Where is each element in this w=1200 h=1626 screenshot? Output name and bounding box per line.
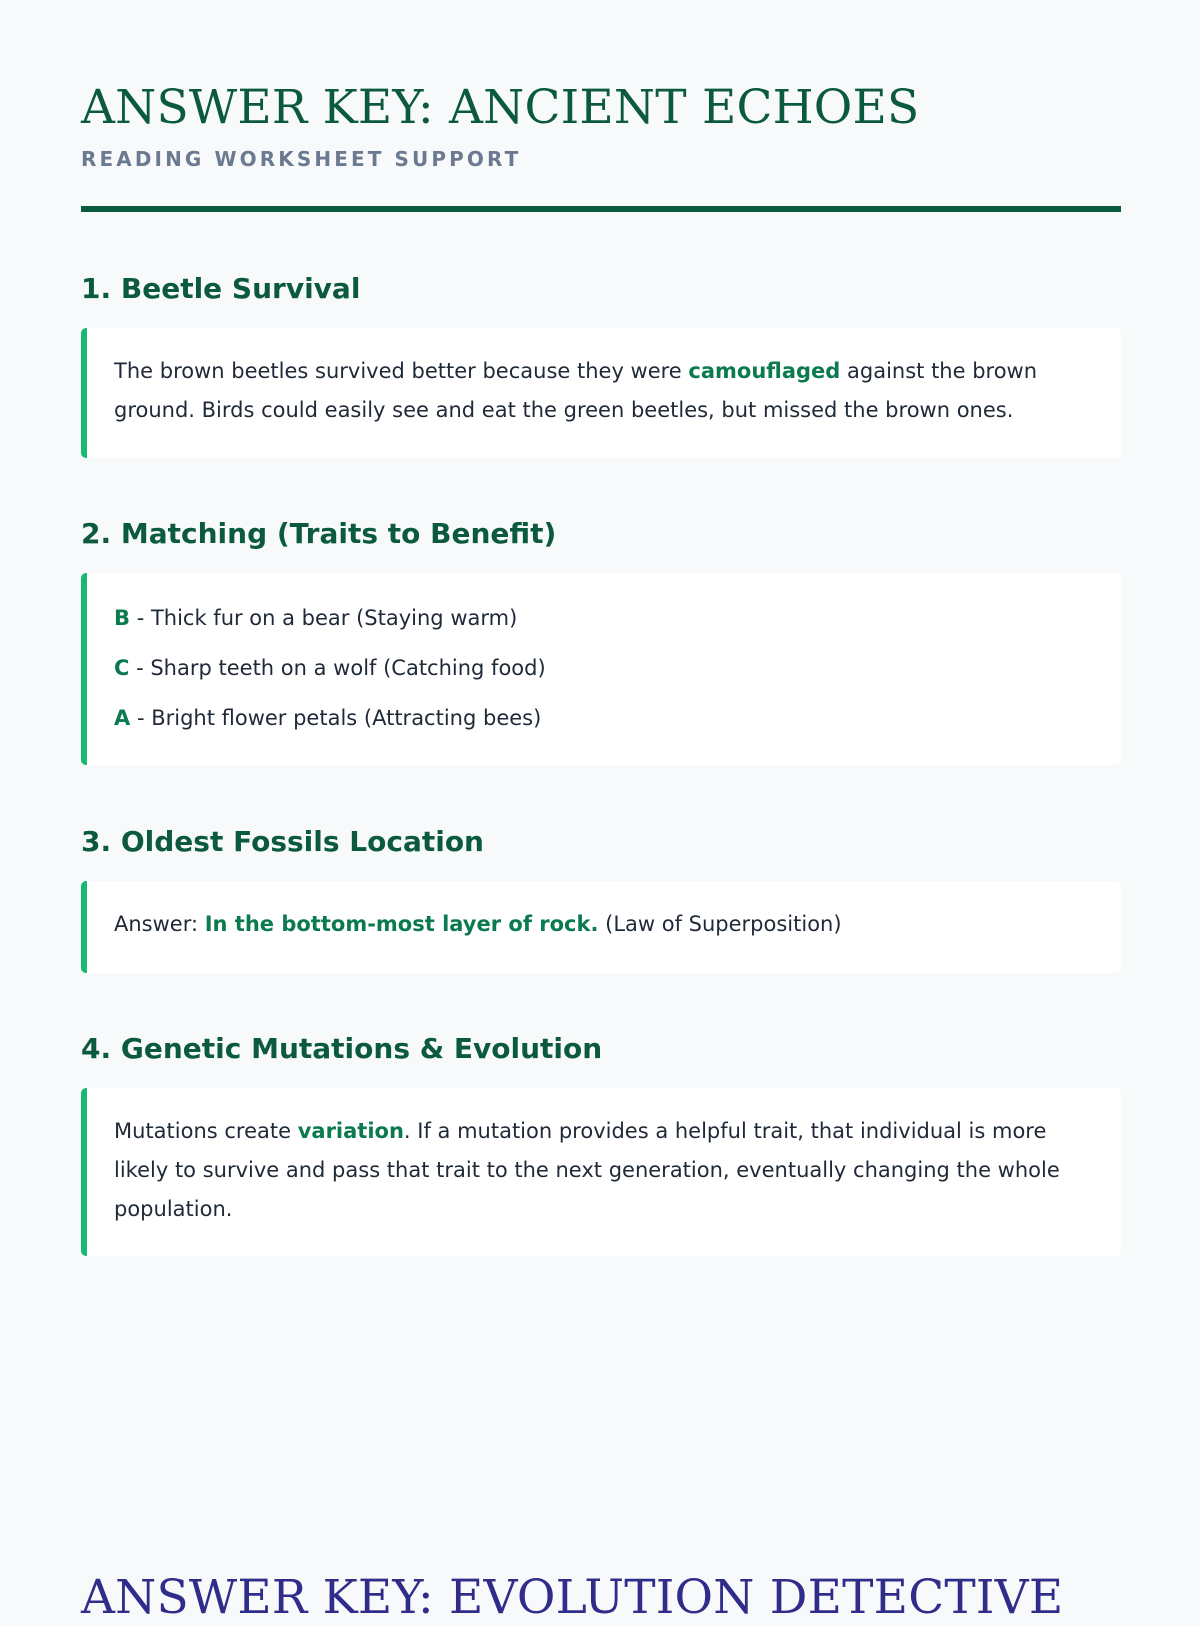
match-text: - Thick fur on a bear (Staying warm) xyxy=(130,606,518,630)
answer-card-matching xyxy=(81,573,1121,765)
answer-text: Mutations create xyxy=(114,1119,298,1143)
answer-text: against the brown ground. Birds could easily see and eat the green beetles, but missed the brown ones. xyxy=(114,359,1038,422)
answer-card-genetic-mutations xyxy=(81,1088,1121,1256)
section-title-beetle-survival: 1. Beetle Survival xyxy=(81,272,361,305)
list-item xyxy=(114,693,1081,743)
section-title-oldest-fossils: 3. Oldest Fossils Location xyxy=(81,825,484,858)
answer-highlight: variation xyxy=(297,1119,404,1143)
page-subtitle: READING WORKSHEET SUPPORT xyxy=(81,147,522,171)
section-title-matching: 2. Matching (Traits to Benefit) xyxy=(81,517,557,550)
match-text: - Sharp teeth on a wolf (Catching food) xyxy=(129,656,546,680)
answer-text: Answer: xyxy=(114,912,205,936)
page-title: ANSWER KEY: ANCIENT ECHOES xyxy=(81,80,920,135)
answer-text: . If a mutation provides a helpful trait, that individual is more likely to survive and pass that trait to the next generation, eventually changing the whole population. xyxy=(114,1119,1060,1221)
answer-highlight: camouflaged xyxy=(688,359,841,383)
list-item xyxy=(114,643,1081,693)
header-divider xyxy=(81,206,1121,212)
match-letter: B xyxy=(114,606,131,630)
section-title-genetic-mutations: 4. Genetic Mutations & Evolution xyxy=(81,1032,603,1065)
answer-card-oldest-fossils xyxy=(81,881,1121,973)
match-letter: C xyxy=(114,656,130,680)
list-item xyxy=(114,593,1081,643)
answer-card-beetle-survival xyxy=(81,328,1121,458)
match-text: - Bright flower petals (Attracting bees) xyxy=(130,706,542,730)
matching-list xyxy=(114,593,1081,743)
answer-text: The brown beetles survived better because they were xyxy=(114,359,689,383)
next-page-title: ANSWER KEY: EVOLUTION DETECTIVE xyxy=(81,1570,1064,1625)
match-letter: A xyxy=(114,706,131,730)
answer-highlight: In the bottom-most layer of rock. xyxy=(204,912,599,936)
answer-text: (Law of Superposition) xyxy=(598,912,842,936)
